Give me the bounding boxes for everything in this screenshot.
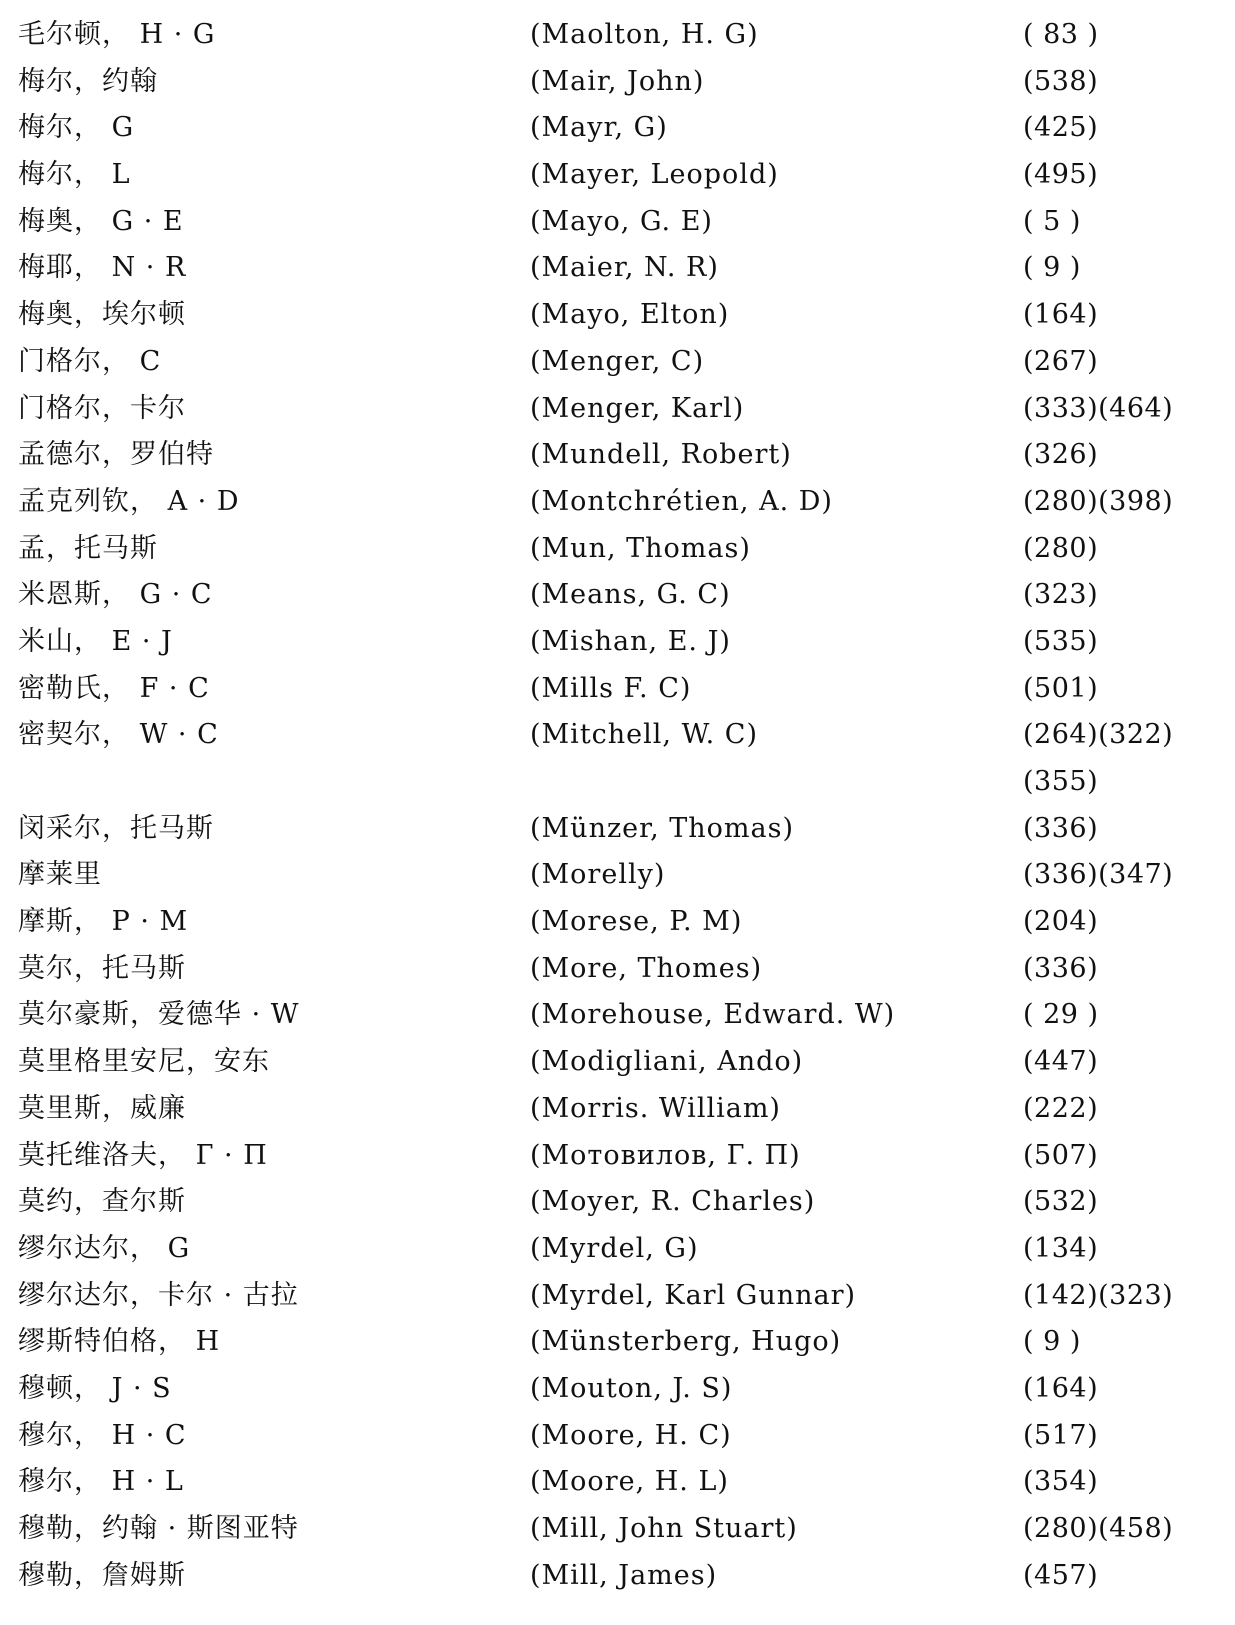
index-entry: [18, 1413, 1223, 1460]
index-entry: [18, 852, 1223, 899]
original-name: (Menger, Karl): [530, 392, 745, 424]
index-entry: [18, 432, 1223, 479]
original-name: (Moyer, R. Charles): [530, 1186, 816, 1218]
index-entry: [18, 1086, 1223, 1133]
original-name: (Mayo, G. E): [530, 205, 713, 237]
index-entry: [18, 386, 1223, 433]
chinese-name: 穆顿， J · S: [18, 1372, 172, 1404]
index-entry: [18, 992, 1223, 1039]
index-entry: [18, 12, 1223, 59]
index-entry: [18, 712, 1223, 759]
chinese-name: 梅尔， L: [18, 159, 131, 191]
index-entry: [18, 199, 1223, 246]
chinese-name: 缪尔达尔， G: [18, 1232, 191, 1264]
chinese-name: 门格尔， C: [18, 345, 162, 377]
chinese-name: 穆尔， H · L: [18, 1466, 184, 1498]
index-entry: [18, 1273, 1223, 1320]
chinese-name: 摩斯， P · M: [18, 906, 189, 938]
chinese-name: 穆勒，詹姆斯: [18, 1559, 186, 1591]
chinese-name: 密契尔， W · C: [18, 719, 219, 751]
index-entry: [18, 1506, 1223, 1553]
page-references: (280)(458): [1023, 1513, 1174, 1544]
index-entry: [18, 806, 1223, 853]
index-entry: [18, 619, 1223, 666]
page-references: (355): [1023, 766, 1099, 797]
page-references: ( 29 ): [1023, 999, 1099, 1031]
chinese-name: 梅耶， N · R: [18, 252, 187, 284]
original-name: (Menger, C): [530, 345, 705, 377]
original-name: (Mair, John): [530, 65, 705, 97]
original-name: (Мотовилов, Г. П): [530, 1139, 801, 1171]
original-name: (Mill, James): [530, 1559, 718, 1591]
original-name: (Münsterberg, Hugo): [530, 1326, 842, 1358]
page-references: (532): [1023, 1186, 1099, 1218]
original-name: (Morehouse, Edward. W): [530, 999, 896, 1031]
page-references: ( 9 ): [1023, 1326, 1081, 1358]
original-name: (Mayo, Elton): [530, 299, 730, 331]
chinese-name: 梅尔，约翰: [18, 65, 158, 97]
original-name: (Maolton, H. G): [530, 19, 759, 50]
chinese-name: 米恩斯， G · C: [18, 579, 213, 611]
page-references: ( 9 ): [1023, 252, 1081, 284]
original-name: (Means, G. C): [530, 579, 731, 611]
index-entry: [18, 1366, 1223, 1413]
original-name: (Myrdel, G): [530, 1232, 699, 1264]
page-references: (204): [1023, 906, 1099, 938]
index-entry: [18, 105, 1223, 152]
index-entry: [18, 946, 1223, 993]
index-entry: [18, 526, 1223, 573]
index-entry: [18, 1179, 1223, 1226]
page-references: (535): [1023, 625, 1099, 657]
chinese-name: 缪尔达尔，卡尔 · 古拉: [18, 1279, 299, 1311]
chinese-name: 梅尔， G: [18, 112, 135, 144]
page-references: (280)(398): [1023, 485, 1174, 517]
page-references: (354): [1023, 1466, 1099, 1498]
index-entry: [18, 152, 1223, 199]
index-entry: [18, 1039, 1223, 1086]
page-references: (447): [1023, 1046, 1099, 1078]
chinese-name: 孟克列钦， A · D: [18, 485, 240, 517]
chinese-name: 莫尔豪斯，爱德华 · W: [18, 999, 300, 1031]
index-entry: [18, 1319, 1223, 1366]
original-name: (Mayer, Leopold): [530, 159, 779, 191]
index-entry: [18, 1226, 1223, 1273]
chinese-name: 毛尔顿， H · G: [18, 19, 216, 50]
index-entry: [18, 292, 1223, 339]
page-references: (425): [1023, 112, 1099, 144]
page-references: (142)(323): [1023, 1279, 1174, 1311]
chinese-name: 米山， E · J: [18, 625, 173, 657]
original-name: (Maier, N. R): [530, 252, 719, 284]
page-references: (222): [1023, 1092, 1099, 1124]
original-name: (Mills F. C): [530, 672, 692, 704]
page-references: ( 83 ): [1023, 19, 1099, 50]
chinese-name: 摩莱里: [18, 859, 102, 891]
chinese-name: 莫约，查尔斯: [18, 1186, 186, 1218]
index-entry: [18, 759, 1223, 806]
page-references: (336): [1023, 812, 1099, 844]
chinese-name: 莫里格里安尼，安东: [18, 1046, 270, 1078]
page-references: (333)(464): [1023, 392, 1174, 424]
index-entry: [18, 666, 1223, 713]
chinese-name: 密勒氏， F · C: [18, 672, 210, 704]
index-entry: [18, 479, 1223, 526]
page-references: (457): [1023, 1559, 1099, 1591]
index-entry: [18, 339, 1223, 386]
index-entry: [18, 1553, 1223, 1600]
page-references: (280): [1023, 532, 1099, 564]
page-references: (267): [1023, 345, 1099, 377]
chinese-name: 梅奥，埃尔顿: [18, 299, 186, 331]
original-name: (Mun, Thomas): [530, 532, 751, 564]
page-references: (164): [1023, 299, 1099, 331]
original-name: (Mundell, Robert): [530, 439, 792, 471]
original-name: (Montchrétien, A. D): [530, 485, 833, 517]
chinese-name: 莫里斯，威廉: [18, 1092, 186, 1124]
original-name: (Mayr, G): [530, 112, 668, 144]
name-index-list: [18, 12, 1223, 1599]
page-references: (323): [1023, 579, 1099, 611]
chinese-name: 孟德尔，罗伯特: [18, 439, 214, 471]
page-references: (517): [1023, 1419, 1099, 1451]
page-references: (336)(347): [1023, 859, 1174, 891]
page-references: (326): [1023, 439, 1099, 471]
index-entry: [18, 572, 1223, 619]
index-entry: [18, 1133, 1223, 1180]
original-name: (Modigliani, Ando): [530, 1046, 804, 1078]
index-entry: [18, 245, 1223, 292]
index-entry: [18, 899, 1223, 946]
index-entry: [18, 1459, 1223, 1506]
page-references: (164): [1023, 1372, 1099, 1404]
original-name: (Morelly): [530, 859, 666, 891]
chinese-name: 莫托维洛夫， Г · П: [18, 1139, 268, 1171]
page-references: (538): [1023, 65, 1099, 97]
page-references: (495): [1023, 159, 1099, 191]
index-entry: [18, 59, 1223, 106]
chinese-name: 闵采尔，托马斯: [18, 812, 214, 844]
original-name: (More, Thomes): [530, 952, 763, 984]
chinese-name: 莫尔，托马斯: [18, 952, 186, 984]
chinese-name: 梅奥， G · E: [18, 205, 184, 237]
original-name: (Morris. William): [530, 1092, 781, 1124]
original-name: (Mouton, J. S): [530, 1372, 733, 1404]
original-name: (Myrdel, Karl Gunnar): [530, 1279, 857, 1311]
original-name: (Mill, John Stuart): [530, 1513, 798, 1544]
page-references: (134): [1023, 1232, 1099, 1264]
page-references: (501): [1023, 672, 1099, 704]
chinese-name: 门格尔，卡尔: [18, 392, 186, 424]
original-name: (Mitchell, W. C): [530, 719, 758, 751]
original-name: (Moore, H. L): [530, 1466, 729, 1498]
page-references: ( 5 ): [1023, 205, 1081, 237]
chinese-name: 穆尔， H · C: [18, 1419, 187, 1451]
page-references: (336): [1023, 952, 1099, 984]
original-name: (Münzer, Thomas): [530, 812, 795, 844]
chinese-name: 缪斯特伯格， H: [18, 1326, 221, 1358]
original-name: (Mishan, E. J): [530, 625, 731, 657]
chinese-name: 孟，托马斯: [18, 532, 158, 564]
page-references: (264)(322): [1023, 719, 1174, 751]
original-name: (Morese, P. M): [530, 906, 743, 938]
page-references: (507): [1023, 1139, 1099, 1171]
original-name: (Moore, H. C): [530, 1419, 732, 1451]
chinese-name: 穆勒，约翰 · 斯图亚特: [18, 1513, 299, 1544]
